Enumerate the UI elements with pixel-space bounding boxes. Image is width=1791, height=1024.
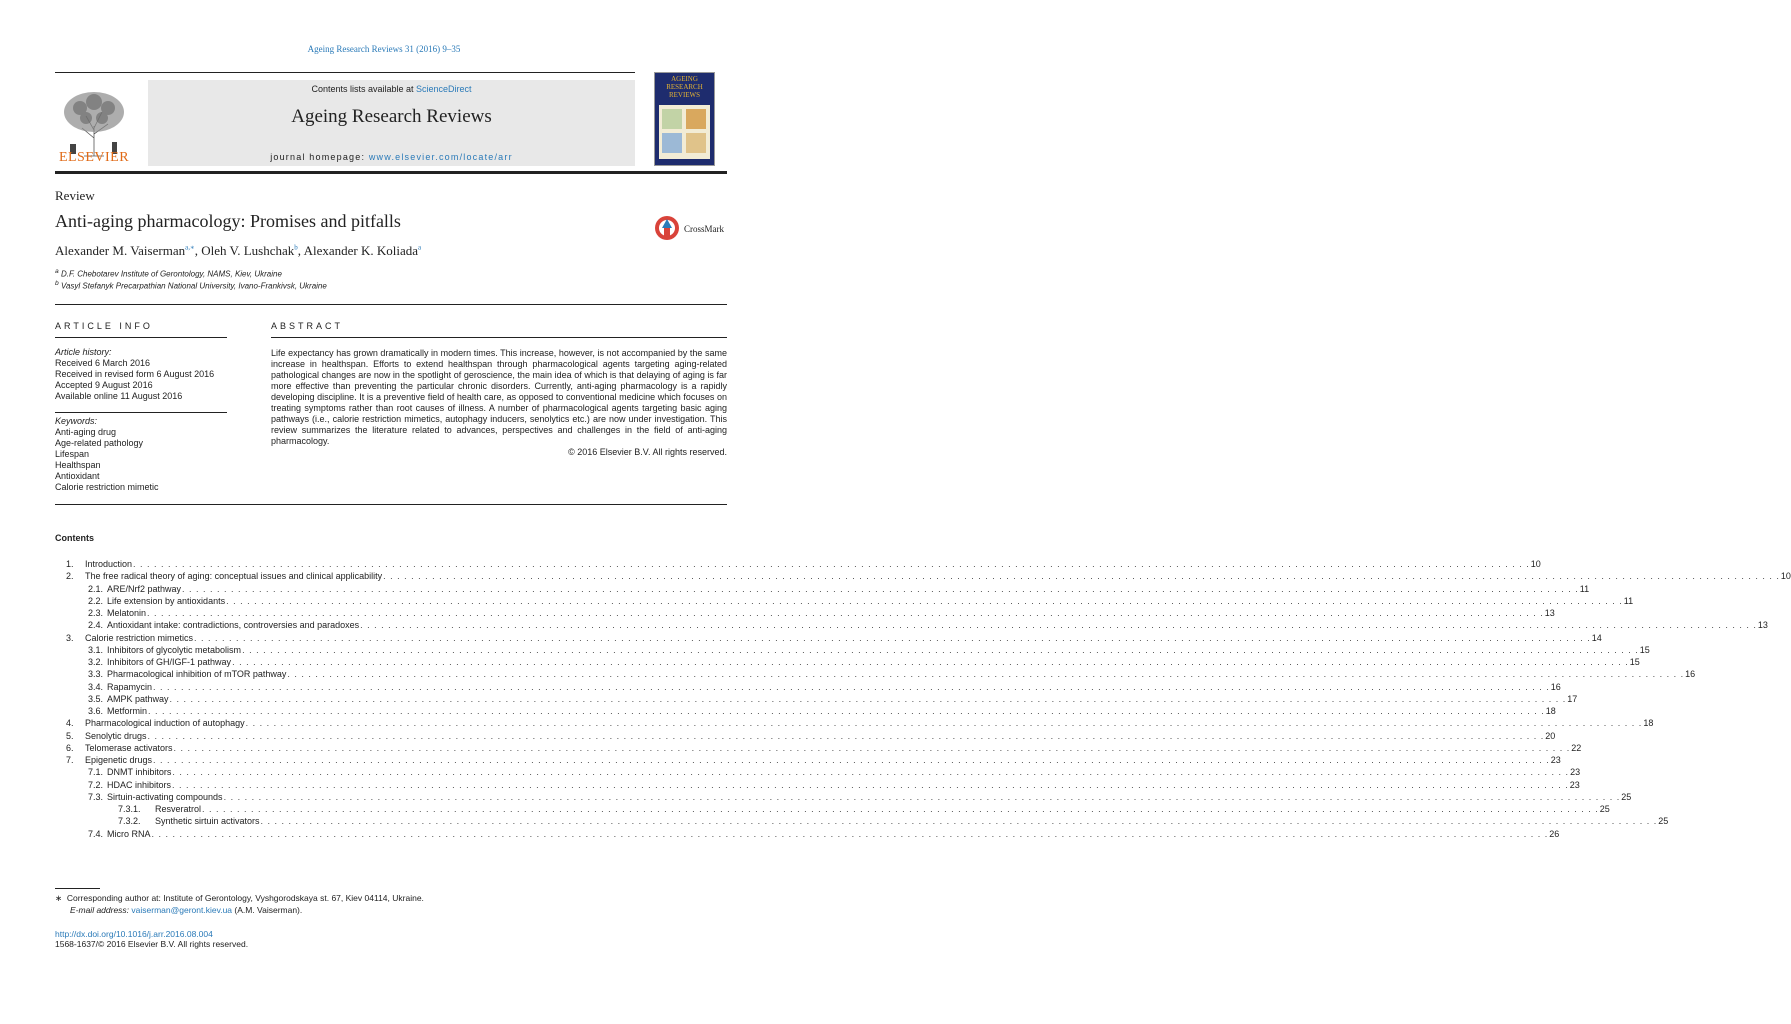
affiliation-mark: b (55, 280, 59, 287)
toc-title[interactable]: Metformin (107, 706, 148, 716)
toc-label-line (107, 681, 1561, 693)
toc-number: 3.4. (88, 681, 104, 692)
toc-entry[interactable] (55, 742, 1582, 754)
toc-number: 2.3. (88, 608, 104, 618)
article-title: Anti-aging pharmacology: Promises and pitfalls (55, 211, 401, 231)
toc-leader-dots: . . . . . . . . . . . . . . . . . . . . . . . . . . . . . . . . . . . . . . . . . . . . . . . . . . . . . . . . . . . . . . . . . . . . . . . . . . . . . . . . . . . . . . . . . . . . . . . . . . . . . . . . . . . . . . . . . . . . . . . . . . . . . . . . . . . . . . . . . . . . . . . . . . . . . . . . . . . . . . . . . . . . . . . . . . . . . . . . . . . . . . . . . . . . . . . . . . . . . . . . (202, 804, 1599, 814)
history-label: Article history: (55, 347, 112, 357)
toc-label-line (107, 619, 1768, 631)
toc-page[interactable]: 14 (1591, 632, 1602, 643)
toc-title[interactable]: Introduction (85, 559, 133, 569)
toc-label-line (107, 766, 1581, 778)
toc-label-line (107, 656, 1640, 668)
toc-leader-dots: . . . . . . . . . . . . . . . . . . . . . . . . . . . . . . . . . . . . . . . . . . . . . . . . . . . . . . . . . . . . . . . . . . . . . . . . . . . . . . . . . . . . . . . . . . . . . . . . . . . . . . . . . . . . . . . . . . . . . . . . . . . . . . . . . . . . . . . . . . . . . . . . . . . . . . . . . . . . . . . . . . . . . . . . . . . . . . . . . . . . . . . . . . . . . . . . . . . . . . . . (172, 779, 1569, 790)
toc-title[interactable]: Synthetic sirtuin activators (155, 816, 260, 827)
toc-page[interactable]: 10 (1780, 571, 1791, 582)
article-type: Review (55, 188, 95, 203)
section-rule (55, 504, 727, 505)
email-link[interactable]: vaiserman@geront.kiev.ua (131, 905, 233, 915)
toc-number: 2.2. (88, 595, 104, 606)
keyword: Healthspan (55, 460, 101, 470)
toc-page[interactable]: 15 (1639, 644, 1650, 655)
toc-leader-dots: . . . . . . . . . . . . . . . . . . . . . . . . . . . . . . . . . . . . . . . . . . . . . . . . . . . . . . . . . . . . . . . . . . . . . . . . . . . . . . . . . . . . . . . . . . . . . . . . . . . . . . . . . . . . . . . . . . . . . . . . . . . . . . . . . . . . . . . . . . . . . . . . . . . . . . . . . . . . . . . . . . . . . . . . . . . . . . . . . . . . . . . . . . . . . . . . . . . . . . . . (194, 632, 1591, 643)
toc-number: 7.2. (88, 779, 104, 790)
toc-title[interactable]: DNMT inhibitors (107, 767, 172, 778)
table-of-contents (55, 558, 1791, 840)
affiliation-text: D.F. Chebotarev Institute of Gerontology, NAMS, Kiev, Ukraine (60, 269, 282, 279)
toc-label-line (107, 644, 1650, 656)
toc-label-line (155, 803, 1610, 815)
toc-number: 7.1. (88, 767, 104, 778)
toc-entry[interactable] (55, 656, 1640, 668)
toc-entry[interactable] (55, 668, 1696, 680)
keyword: Age-related pathology (55, 438, 144, 448)
toc-number: 2.4. (88, 620, 104, 631)
toc-entry[interactable] (55, 632, 1602, 644)
homepage-prefix: journal homepage: (270, 152, 369, 162)
affiliation-a (55, 268, 282, 279)
toc-number: 7.3. (88, 791, 104, 802)
article-info-rule (55, 337, 227, 338)
toc-label-line (85, 717, 1654, 729)
toc-number: 7.4. (88, 828, 104, 839)
toc-leader-dots: . . . . . . . . . . . . . . . . . . . . . . . . . . . . . . . . . . . . . . . . . . . . . . . . . . . . . . . . . . . . . . . . . . . . . . . . . . . . . . . . . . . . . . . . . . . . . . . . . . . . . . . . . . . . . . . . . . . . . . . . . . . . . . . . . . . . . . . . . . . . . . . . . . . . . . . . . . . . . . . . . . . . . . . . . . . . . . . . . . . . . . . . . . . . . . . . . . . . . . . . (383, 571, 1780, 582)
toc-leader-dots: . . . . . . . . . . . . . . . . . . . . . . . . . . . . . . . . . . . . . . . . . . . . . . . . . . . . . . . . . . . . . . . . . . . . . . . . . . . . . . . . . . . . . . . . . . . . . . . . . . . . . . . . . . . . . . . . . . . . . . . . . . . . . . . . . . . . . . . . . . . . . . . . . . . . . . . . . . . . . . . . . . . . . . . . . . . . . . . . . . . . . . . . . . . . . . . . . . . . . . . . (287, 669, 1685, 680)
journal-cover-image[interactable] (654, 72, 715, 166)
abstract-text: Life expectancy has grown dramatically in modern times. This increase, however, is not accompanied by the same increase in healthspan. Efforts to extend healthspan through pharmacological agents targeting aging-related pathological changes are now in the spotlight of geroscience, the main idea of which is that delaying of aging is far more effective than preventing the particular chronic disorders. Currently, anti-aging pharmacology is a rapidly developing discipline. It is a preventive field of health care, as opposed to conventional medicine which focuses on treating symptoms rather than root causes of illness. A number of pharmacological agents targeting basic aging pathways (i.e., calorie restriction mimetics, autophagy inducers, senolytics etc.) are now under investigation. This review summarizes the literature related to advances, perspectives and challenges in the field of anti-aging pharmacology. (271, 348, 727, 446)
affiliation-text: Vasyl Stefanyk Precarpathian National University, Ivano-Frankivsk, Ukraine (60, 281, 327, 291)
toc-page[interactable]: 23 (1570, 767, 1581, 778)
toc-label-line (85, 632, 1602, 644)
toc-leader-dots: . . . . . . . . . . . . . . . . . . . . . . . . . . . . . . . . . . . . . . . . . . . . . . . . . . . . . . . . . . . . . . . . . . . . . . . . . . . . . . . . . . . . . . . . . . . . . . . . . . . . . . . . . . . . . . . . . . . . . . . . . . . . . . . . . . . . . . . . . . . . . . . . . . . . . . . . . . . . . . . . . . . . . . . . . . . . . . . . . . . . . . . . . . . . . . . . . . . . . . . . (151, 828, 1549, 839)
toc-title[interactable]: Resveratrol (155, 804, 202, 814)
toc-entry[interactable] (55, 717, 1654, 729)
corresponding-text: Corresponding author at: Institute of Gerontology, Vyshgorodskaya st. 67, Kiev 04114, Ukraine. (66, 893, 424, 903)
toc-leader-dots: . . . . . . . . . . . . . . . . . . . . . . . . . . . . . . . . . . . . . . . . . . . . . . . . . . . . . . . . . . . . . . . . . . . . . . . . . . . . . . . . . . . . . . . . . . . . . . . . . . . . . . . . . . . . . . . . . . . . . . . . . . . . . . . . . . . . . . . . . . . . . . . . . . . . . . . . . . . . . . . . . . . . . . . . . . . . . . . . . . . . . . . . . . . . . . . . . . . . . . . . (172, 767, 1570, 778)
author-1[interactable]: Alexander M. Vaiserman (55, 243, 186, 258)
article-info-heading: ARTICLE INFO (55, 321, 153, 331)
journal-homepage-line (148, 152, 635, 162)
toc-number: 2. (66, 571, 74, 582)
toc-number: 3.2. (88, 657, 104, 667)
toc-title[interactable]: ARE/Nrf2 pathway (107, 583, 182, 594)
toc-leader-dots: . . . . . . . . . . . . . . . . . . . . . . . . . . . . . . . . . . . . . . . . . . . . . . . . . . . . . . . . . . . . . . . . . . . . . . . . . . . . . . . . . . . . . . . . . . . . . . . . . . . . . . . . . . . . . . . . . . . . . . . . . . . . . . . . . . . . . . . . . . . . . . . . . . . . . . . . . . . . . . . . . . . . . . . . . . . . . . . . . . . . . . . . . . . . . . . . . . . . . . . . (242, 644, 1639, 655)
keywords-label: Keywords: (55, 416, 98, 426)
history-item: Received 6 March 2016 (55, 358, 151, 368)
toc-entry[interactable] (55, 583, 1590, 595)
toc-leader-dots: . . . . . . . . . . . . . . . . . . . . . . . . . . . . . . . . . . . . . . . . . . . . . . . . . . . . . . . . . . . . . . . . . . . . . . . . . . . . . . . . . . . . . . . . . . . . . . . . . . . . . . . . . . . . . . . . . . . . . . . . . . . . . . . . . . . . . . . . . . . . . . . . . . . . . . . . . . . . . . . . . . . . . . . . . . . . . . . . . . . . . . . . . . . . . . . . . . . . . . . . (153, 681, 1550, 692)
keyword: Anti-aging drug (55, 427, 117, 437)
toc-entry[interactable] (55, 730, 1556, 742)
journal-header-box (148, 80, 635, 166)
doi-link[interactable]: http://dx.doi.org/10.1016/j.arr.2016.08.004 (55, 929, 213, 939)
toc-page[interactable]: 18 (1643, 718, 1654, 729)
toc-entry[interactable] (55, 815, 1669, 827)
email-note (70, 905, 302, 915)
footnote-rule (55, 888, 100, 889)
toc-entry[interactable] (55, 693, 1578, 705)
toc-label-line (85, 730, 1556, 742)
toc-number: 3.6. (88, 706, 104, 716)
toc-title[interactable]: Sirtuin-activating compounds (107, 791, 223, 802)
keyword: Calorie restriction mimetic (55, 482, 159, 492)
toc-label-line (85, 742, 1582, 754)
section-rule (55, 304, 727, 305)
toc-page[interactable]: 11 (1579, 583, 1590, 594)
toc-label-line (107, 828, 1560, 840)
toc-page[interactable]: 25 (1599, 804, 1610, 814)
toc-leader-dots: . . . . . . . . . . . . . . . . . . . . . . . . . . . . . . . . . . . . . . . . . . . . . . . . . . . . . . . . . . . . . . . . . . . . . . . . . . . . . . . . . . . . . . . . . . . . . . . . . . . . . . . . . . . . . . . . . . . . . . . . . . . . . . . . . . . . . . . . . . . . . . . . . . . . . . . . . . . . . . . . . . . . . . . . . . . . . . . . . . . . . . . . . . . . . . . . . . . . . . . . (133, 559, 1530, 569)
toc-number: 5. (66, 730, 74, 741)
toc-page[interactable]: 10 (1530, 559, 1541, 569)
toc-title[interactable]: Senolytic drugs (85, 730, 147, 741)
toc-leader-dots: . . . . . . . . . . . . . . . . . . . . . . . . . . . . . . . . . . . . . . . . . . . . . . . . . . . . . . . . . . . . . . . . . . . . . . . . . . . . . . . . . . . . . . . . . . . . . . . . . . . . . . . . . . . . . . . . . . . . . . . . . . . . . . . . . . . . . . . . . . . . . . . . . . . . . . . . . . . . . . . . . . . . . . . . . . . . . . . . . . . . . . . . . . . . . . . . . . . . . . . . (223, 791, 1621, 802)
header-top-rule (55, 72, 635, 73)
sciencedirect-link[interactable]: ScienceDirect (416, 84, 472, 94)
toc-number: 3. (66, 632, 74, 643)
toc-page[interactable]: 23 (1569, 779, 1580, 790)
toc-title[interactable]: Epigenetic drugs (85, 755, 153, 765)
toc-page[interactable]: 25 (1658, 816, 1669, 827)
toc-title[interactable]: Life extension by antioxidants (107, 595, 226, 606)
toc-leader-dots: . . . . . . . . . . . . . . . . . . . . . . . . . . . . . . . . . . . . . . . . . . . . . . . . . . . . . . . . . . . . . . . . . . . . . . . . . . . . . . . . . . . . . . . . . . . . . . . . . . . . . . . . . . . . . . . . . . . . . . . . . . . . . . . . . . . . . . . . . . . . . . . . . . . . . . . . . . . . . . . . . . . . . . . . . . . . . . . . . . . . . . . . . . . . . . . . . . . . . . . . (173, 742, 1571, 753)
author-1-affiliation[interactable]: a,∗ (185, 243, 195, 252)
toc-title[interactable]: The free radical theory of aging: conceptual issues and clinical applicability (85, 571, 383, 582)
toc-number: 3.1. (88, 644, 104, 655)
author-separator: , (297, 243, 304, 258)
toc-label-line (107, 779, 1580, 791)
toc-label-line (85, 754, 1561, 766)
abstract-heading: ABSTRACT (271, 321, 344, 331)
toc-label-line (107, 668, 1696, 680)
toc-page[interactable]: 26 (1549, 828, 1560, 839)
toc-page[interactable]: 25 (1621, 791, 1632, 802)
crossmark-label[interactable]: CrossMark (684, 224, 724, 234)
toc-entry[interactable] (55, 828, 1560, 840)
toc-page[interactable]: 13 (1544, 608, 1555, 618)
toc-page[interactable]: 20 (1545, 730, 1556, 741)
toc-page[interactable]: 17 (1567, 693, 1578, 704)
toc-leader-dots: . . . . . . . . . . . . . . . . . . . . . . . . . . . . . . . . . . . . . . . . . . . . . . . . . . . . . . . . . . . . . . . . . . . . . . . . . . . . . . . . . . . . . . . . . . . . . . . . . . . . . . . . . . . . . . . . . . . . . . . . . . . . . . . . . . . . . . . . . . . . . . . . . . . . . . . . . . . . . . . . . . . . . . . . . . . . . . . . . . . . . . . . . . . . . . . . . . . . . . . . (153, 755, 1550, 765)
toc-entry[interactable] (55, 705, 1556, 717)
toc-entry[interactable] (55, 570, 1791, 582)
toc-label-line (107, 693, 1578, 705)
toc-number: 7.3.2. (118, 816, 141, 827)
homepage-link[interactable]: www.elsevier.com/locate/arr (368, 152, 513, 162)
toc-label-line (107, 595, 1634, 607)
history-item: Received in revised form 6 August 2016 (55, 369, 215, 379)
toc-entry[interactable] (55, 791, 1632, 803)
toc-entry[interactable] (55, 607, 1555, 619)
toc-title[interactable]: Telomerase activators (85, 742, 173, 753)
toc-entry[interactable] (55, 644, 1650, 656)
toc-leader-dots: . . . . . . . . . . . . . . . . . . . . . . . . . . . . . . . . . . . . . . . . . . . . . . . . . . . . . . . . . . . . . . . . . . . . . . . . . . . . . . . . . . . . . . . . . . . . . . . . . . . . . . . . . . . . . . . . . . . . . . . . . . . . . . . . . . . . . . . . . . . . . . . . . . . . . . . . . . . . . . . . . . . . . . . . . . . . . . . . . . . . . . . . . . . . . . . . . . . . . . . . (232, 657, 1629, 667)
toc-title[interactable]: AMPK pathway (107, 693, 169, 704)
author-3-affiliation[interactable]: a (418, 243, 422, 252)
footnote-mark: ∗ (55, 893, 63, 903)
toc-leader-dots: . . . . . . . . . . . . . . . . . . . . . . . . . . . . . . . . . . . . . . . . . . . . . . . . . . . . . . . . . . . . . . . . . . . . . . . . . . . . . . . . . . . . . . . . . . . . . . . . . . . . . . . . . . . . . . . . . . . . . . . . . . . . . . . . . . . . . . . . . . . . . . . . . . . . . . . . . . . . . . . . . . . . . . . . . . . . . . . . . . . . . . . . . . . . . . . . . . . . . . . . (147, 730, 1545, 741)
toc-title[interactable]: Micro RNA (107, 828, 151, 839)
toc-number: 1. (66, 559, 74, 569)
toc-leader-dots: . . . . . . . . . . . . . . . . . . . . . . . . . . . . . . . . . . . . . . . . . . . . . . . . . . . . . . . . . . . . . . . . . . . . . . . . . . . . . . . . . . . . . . . . . . . . . . . . . . . . . . . . . . . . . . . . . . . . . . . . . . . . . . . . . . . . . . . . . . . . . . . . . . . . . . . . . . . . . . . . . . . . . . . . . . . . . . . . . . . . . . . . . . . . . . . . . . . . . . . . (226, 595, 1623, 606)
toc-page[interactable]: 16 (1685, 669, 1696, 680)
keyword: Antioxidant (55, 471, 100, 481)
toc-number: 7. (66, 755, 74, 765)
toc-number: 4. (66, 718, 74, 729)
toc-title[interactable]: Pharmacological inhibition of mTOR pathway (107, 669, 287, 680)
contents-prefix: Contents lists available at (311, 84, 417, 94)
toc-leader-dots: . . . . . . . . . . . . . . . . . . . . . . . . . . . . . . . . . . . . . . . . . . . . . . . . . . . . . . . . . . . . . . . . . . . . . . . . . . . . . . . . . . . . . . . . . . . . . . . . . . . . . . . . . . . . . . . . . . . . . . . . . . . . . . . . . . . . . . . . . . . . . . . . . . . . . . . . . . . . . . . . . . . . . . . . . . . . . . . . . . . . . . . . . . . . . . . . . . . . . . . . (182, 583, 1579, 594)
abstract-copyright: © 2016 Elsevier B.V. All rights reserved. (568, 447, 727, 457)
toc-entry[interactable] (55, 766, 1581, 778)
history-item: Available online 11 August 2016 (55, 391, 183, 401)
contents-available-line (148, 84, 635, 94)
email-suffix: (A.M. Vaiserman). (232, 905, 303, 915)
toc-label-line (107, 583, 1590, 595)
toc-entry[interactable] (55, 754, 1561, 766)
toc-page[interactable]: 11 (1623, 595, 1634, 606)
toc-leader-dots: . . . . . . . . . . . . . . . . . . . . . . . . . . . . . . . . . . . . . . . . . . . . . . . . . . . . . . . . . . . . . . . . . . . . . . . . . . . . . . . . . . . . . . . . . . . . . . . . . . . . . . . . . . . . . . . . . . . . . . . . . . . . . . . . . . . . . . . . . . . . . . . . . . . . . . . . . . . . . . . . . . . . . . . . . . . . . . . . . . . . . . . . . . . . . . . . . . . . . . . . (148, 706, 1545, 716)
toc-entry[interactable] (55, 803, 1610, 815)
author-2-affiliation[interactable]: b (294, 243, 298, 252)
toc-leader-dots: . . . . . . . . . . . . . . . . . . . . . . . . . . . . . . . . . . . . . . . . . . . . . . . . . . . . . . . . . . . . . . . . . . . . . . . . . . . . . . . . . . . . . . . . . . . . . . . . . . . . . . . . . . . . . . . . . . . . . . . . . . . . . . . . . . . . . . . . . . . . . . . . . . . . . . . . . . . . . . . . . . . . . . . . . . . . . . . . . . . . . . . . . . . . . . . . . . . . . . . . (245, 718, 1643, 729)
cover-graphic (659, 105, 710, 159)
keyword: Lifespan (55, 449, 90, 459)
cover-title: AGEING RESEARCH REVIEWS (666, 75, 703, 99)
toc-page[interactable]: 16 (1550, 681, 1561, 692)
toc-label-line (85, 570, 1791, 582)
author-list (55, 243, 421, 259)
toc-title[interactable]: Inhibitors of GH/IGF-1 pathway (107, 657, 232, 667)
toc-label-line (155, 815, 1669, 827)
keywords-block (55, 416, 159, 493)
toc-page[interactable]: 15 (1629, 657, 1640, 667)
toc-number: 2.1. (88, 583, 104, 594)
abstract-body (271, 348, 727, 458)
journal-citation[interactable]: Ageing Research Reviews 31 (2016) 9–35 (307, 44, 461, 54)
toc-leader-dots: . . . . . . . . . . . . . . . . . . . . . . . . . . . . . . . . . . . . . . . . . . . . . . . . . . . . . . . . . . . . . . . . . . . . . . . . . . . . . . . . . . . . . . . . . . . . . . . . . . . . . . . . . . . . . . . . . . . . . . . . . . . . . . . . . . . . . . . . . . . . . . . . . . . . . . . . . . . . . . . . . . . . . . . . . . . . . . . . . . . . . . . . . . . . . . . . . . . . . . . . (360, 620, 1757, 631)
toc-entry[interactable] (55, 558, 1541, 570)
toc-page[interactable]: 13 (1757, 620, 1768, 631)
author-3[interactable]: Alexander K. Koliada (303, 243, 418, 258)
history-item: Accepted 9 August 2016 (55, 380, 153, 390)
toc-title[interactable]: Antioxidant intake: contradictions, controversies and paradoxes (107, 620, 360, 631)
toc-number: 6. (66, 742, 74, 753)
toc-title[interactable]: Rapamycin (107, 681, 153, 692)
toc-label-line (85, 558, 1541, 570)
email-label: E-mail address: (70, 905, 132, 915)
toc-label-line (107, 791, 1632, 803)
article-history (55, 347, 214, 402)
toc-title[interactable]: Inhibitors of glycolytic metabolism (107, 644, 242, 655)
toc-entry[interactable] (55, 779, 1580, 791)
toc-leader-dots: . . . . . . . . . . . . . . . . . . . . . . . . . . . . . . . . . . . . . . . . . . . . . . . . . . . . . . . . . . . . . . . . . . . . . . . . . . . . . . . . . . . . . . . . . . . . . . . . . . . . . . . . . . . . . . . . . . . . . . . . . . . . . . . . . . . . . . . . . . . . . . . . . . . . . . . . . . . . . . . . . . . . . . . . . . . . . . . . . . . . . . . . . . . . . . . . . . . . . . . . (147, 608, 1544, 618)
toc-page[interactable]: 23 (1550, 755, 1561, 765)
toc-leader-dots: . . . . . . . . . . . . . . . . . . . . . . . . . . . . . . . . . . . . . . . . . . . . . . . . . . . . . . . . . . . . . . . . . . . . . . . . . . . . . . . . . . . . . . . . . . . . . . . . . . . . . . . . . . . . . . . . . . . . . . . . . . . . . . . . . . . . . . . . . . . . . . . . . . . . . . . . . . . . . . . . . . . . . . . . . . . . . . . . . . . . . . . . . . . . . . . . . . . . . . . . (260, 816, 1658, 827)
toc-leader-dots: . . . . . . . . . . . . . . . . . . . . . . . . . . . . . . . . . . . . . . . . . . . . . . . . . . . . . . . . . . . . . . . . . . . . . . . . . . . . . . . . . . . . . . . . . . . . . . . . . . . . . . . . . . . . . . . . . . . . . . . . . . . . . . . . . . . . . . . . . . . . . . . . . . . . . . . . . . . . . . . . . . . . . . . . . . . . . . . . . . . . . . . . . . . . . . . . . . . . . . . . (169, 693, 1567, 704)
issn-copyright: 1568-1637/© 2016 Elsevier B.V. All rights reserved. (55, 939, 249, 949)
toc-page[interactable]: 22 (1571, 742, 1582, 753)
toc-page[interactable]: 18 (1545, 706, 1556, 716)
author-2[interactable]: Oleh V. Lushchak (201, 243, 295, 258)
toc-label-line (107, 705, 1556, 717)
toc-number: 3.3. (88, 669, 104, 680)
abstract-rule (271, 337, 727, 338)
toc-entry[interactable] (55, 619, 1768, 631)
toc-number: 3.5. (88, 693, 104, 704)
toc-title[interactable]: Melatonin (107, 608, 147, 618)
affiliation-b (55, 280, 327, 291)
contents-heading: Contents (55, 533, 94, 543)
header-bottom-rule (55, 171, 727, 174)
corresponding-author-note (55, 893, 424, 904)
toc-title[interactable]: Pharmacological induction of autophagy (85, 718, 245, 729)
toc-entry[interactable] (55, 681, 1561, 693)
toc-entry[interactable] (55, 595, 1634, 607)
article-info-divider (55, 412, 227, 413)
toc-title[interactable]: Calorie restriction mimetics (85, 632, 194, 643)
toc-title[interactable]: HDAC inhibitors (107, 779, 172, 790)
affiliation-mark: a (55, 268, 59, 275)
journal-title: Ageing Research Reviews (291, 106, 492, 127)
elsevier-wordmark: ELSEVIER (58, 150, 130, 165)
author-separator: , (194, 243, 202, 258)
toc-number: 7.3.1. (118, 804, 141, 814)
toc-label-line (107, 607, 1555, 619)
